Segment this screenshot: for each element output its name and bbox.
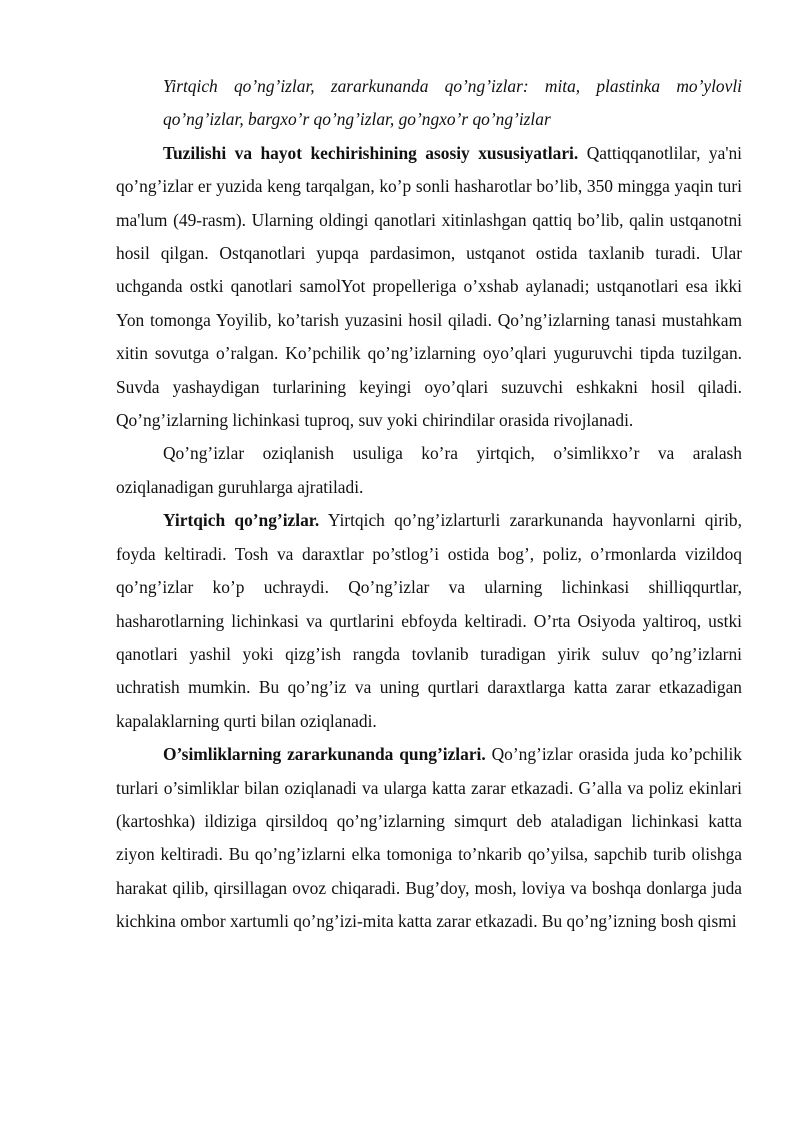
document-page [116,70,742,939]
intro-italic-line: Yirtqich qo’ng’izlar, zararkunanda qo’ng’izlar: mita, plastinka mo’ylovli qo’ng’izlar, bargxo’r qo’ng’izlar, go’ngxo’r qo’ng’izlar [163,76,742,130]
paragraph-structure [116,137,742,438]
paragraph-pest-beetles [116,738,742,938]
paragraph-predatory-beetles [116,504,742,738]
paragraph-text: Qo’ng’izlar orasida juda ko’pchilik turlari o’simliklar bilan oziqlanadi va ularga katta zarar etkazadi. G’alla va poliz ekinlari (kartoshka) ildiziga qirsildoq qo’ng’izlarning simqurt deb ataladigan lichinkasi katta ziyon keltiradi. Bu qo’ng’izlarni elka tomoniga to’nkarib qo’yilsa, sapchib turib olishga harakat qilib, qirsillagan ovoz chiqaradi. Bug’doy, mosh, loviya va boshqa donlarga juda kichkina ombor xartumli qo’ng’izi-mita katta zarar etkazadi. Bu qo’ng’izning bosh qismi [116,744,742,932]
paragraph-text: Yirtqich qo’ng’izlarturli zararkunanda hayvonlarni qirib, foyda keltiradi. Tosh va daraxtlar po’stlog’i ostida bog’, poliz, o’rmonlarda vizildoq qo’ng’izlar ko’p uchraydi. Qo’ng’izlar va ularning lichinkasi shilliqqurtlar, hasharotlarning lichinkasi va qurtlarini ebfoyda keltiradi. O’rta Osiyoda yaltiroq, ustki qanotlari yashil yoki qizg’ish rangda tovlanib turadigan yirik suluv qo’ng’izlarni uchratish mumkin. Bu qo’ng’iz va uning qurtlari daraxtlarga katta zarar etkazadigan kapalaklarning qurti bilan oziqlanadi. [116,510,742,731]
paragraph-feeding [116,437,742,504]
paragraph-heading: O’simliklarning zararkunanda qung’izlari. [163,744,486,765]
paragraph-text: Qo’ng’izlar oziqlanish usuliga ko’ra yirtqich, o’simlikxo’r va aralash oziqlanadigan guruhlarga ajratiladi. [116,443,742,497]
paragraph-heading: Tuzilishi va hayot kechirishining asosiy xususiyatlari. [163,142,579,163]
paragraph-text: Qattiqqanotlilar, ya'ni qo’ng’izlar er yuzida keng tarqalgan, ko’p sonli hasharotlar bo’lib, 350 mingga yaqin turi ma'lum (49-rasm). Ularning oldingi qanotlari xitinlashgan qattiq bo’lib, qalin ustqanotni hosil qilgan. Ostqanotlari yupqa pardasimon, ustqanot ostida taxlanib turadi. Ular uchganda ostki qanotlari samolYot propelleriga o’xshab aylanadi; ustqanotlari esa ikki Yon tomonga Yoyilib, ko’tarish yuzasini hosil qiladi. Qo’ng’izlarning tanasi mustahkam xitin sovutga o’ralgan. Ko’pchilik qo’ng’izlarning oyo’qlari yuguruvchi tipda tuzilgan. Suvda yashaydigan turlarining keyingi oyo’qlari suzuvchi eshkakni hosil qiladi. Qo’ng’izlarning lichinkasi tuproq, suv yoki chirindilar orasida rivojlanadi. [116,142,743,431]
paragraph-heading: Yirtqich qo’ng’izlar. [163,510,320,531]
